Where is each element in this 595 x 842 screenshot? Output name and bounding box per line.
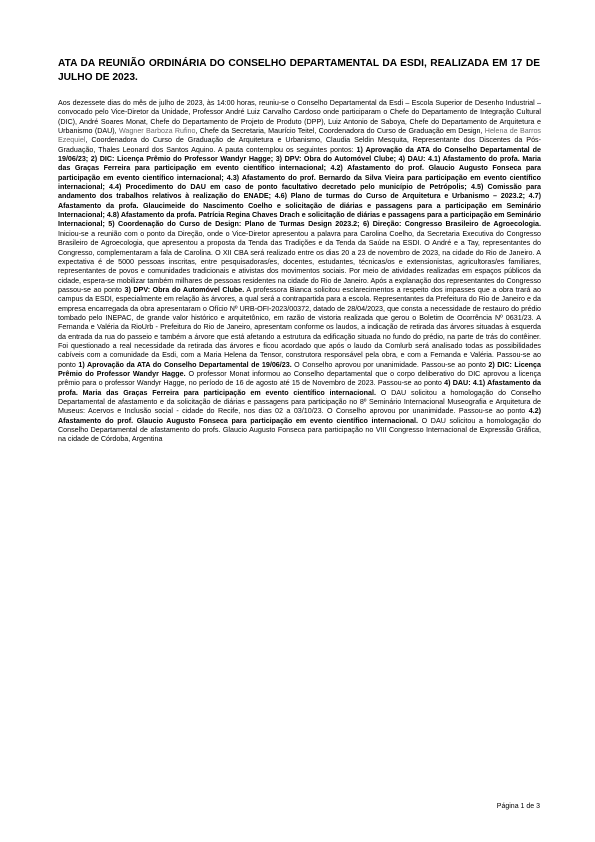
body-text: A professora Bianca solicitou esclarecimentos a respeito dos impasses que a obra trará ao campus da ESDI, especialmente em relação às árvores, a qual será a contrapartida para a escola. Representantes da Prefeitura do Rio de Janeiro e da empresa encarregada da obra apresentaram o Ofício Nº URB-OFI-2023/00372, datado de 28/04/2023, que consta a necessidade de restauro do prédio tombado pelo INEPAC, de grande valor histórico e arquitetônico, em razão de vistoria realizada que gerou o Boletim de Ocorrência Nº 0631/23. A Fernanda e Valéria da RioUrb - Prefeitura do Rio de Janeiro, apresentam conforme os laudos, a indicação de retirada das árvores situadas à esquerda da entrada da rua do passeio e também a árvore que está afetando a estrutura da edificação situada no fundo do prédio, na parte de trás do contêiner. Foi questionado a real necessidade da retirada das árvores e ficou acordado que após o laudo da Comlurb será analisado todas as possibilidades cabíveis com a comunidade da Esdi, com a Maria Helena da Tensor, construtora responsável pela obra, e com a Fernanda e Valéria. Passou-se ao ponto	[58, 285, 541, 369]
body-text: O DAU solicitou a homologação do Conselho Departamental de afastamento e da solicitação de diárias e passagens para participação no 8º Seminário Internacional Museografia e Arquitetura de Museus: Acervos e Inclusão social - cidade do Recife, nos dias 02 a 03/10/23. O Conselho aprovou por unanimidade. Passou-se ao ponto	[58, 388, 541, 416]
agenda-point-heading: 2) DIC: Licença Prêmio do Professor Wandyr Hagge.	[58, 360, 541, 378]
document-title: ATA DA REUNIÃO ORDINÁRIA DO CONSELHO DEPARTAMENTAL DA ESDI, REALIZADA EM 17 DE JULHO DE 2023.	[58, 58, 540, 83]
agenda-point-heading: 4.2) Afastamento do prof. Glaucio Augusto Fonseca para participação em evento científico internacional.	[58, 407, 541, 425]
agenda-point-heading: 3) DPV: Obra do Automóvel Clube.	[124, 285, 245, 294]
agenda-point-heading: 4) DAU: 4.1) Afastamento da profa. Maria das Graças Ferreira para participação em evento científico internacional.	[58, 379, 541, 397]
body-text: O professor Monat informou ao Conselho departamental que o corpo deliberativo do DIC aprovou a licença prêmio para o professor Wandyr Hagge, no período de 16 de agosto até 15 de Novembro de 2023. Passou-se ao ponto	[58, 369, 541, 388]
body-text: Iniciou-se a reunião com o ponto da Direção, onde o Vice-Diretor apresentou a palavra para Carolina Coelho, da Secretaria Executiva do Congresso Brasileiro de Agroecologia, que apresentou a proposta da Tenda das Tradições e da Tenda da Saúde na ESDI. O André e a Tay, representantes do Congresso, complementaram a fala de Carolina. O XII CBA será realizado entre os dias 20 a 23 de novembro de 2023, na cidade do Rio de Janeiro. A expectativa é de 5000 pessoas inscritas, entre pesquisadoras/es, docentes, estudantes, técnicas/os e extensionistas, agricultoras/es familiares, representantes de povos e comunidades tradicionais e ativistas dos movimentos sociais. Por meio de atividades realizadas em espaços públicos da cidade, espera-se mobilizar também milhares de pessoas residentes na cidade do Rio de Janeiro. Após a explanação dos representantes do Congresso passou-se ao ponto	[58, 229, 541, 294]
body-text: Aos dezessete dias do mês de julho de 2023, às 14:00 horas, reuniu-se o Conselho Departamental da Esdi – Escola Superior de Desenho Industrial – convocado pelo Vice-Diretor da Unidade, Professor André Luiz Carvalho Cardoso onde participaram o Chefe do Departamento de Integração Cultural (DIC), André Soares Monat, Chefe do Departamento de Projeto de Produto (DPP), Luiz Antonio de Saboya, Chefe do Departamento de Arquitetura e Urbanismo (DAU),	[58, 99, 541, 136]
body-text-gray: Helena de Barros Ezequiel	[58, 127, 541, 145]
page-number: Página 1 de 3	[496, 803, 540, 810]
body-text-gray: Wagner Barboza Rufino	[118, 127, 196, 136]
agenda-point-heading: 1) Aprovação da ATA do Conselho Departamental de 19/06/23.	[78, 360, 292, 369]
document-body	[58, 99, 541, 445]
body-text: , Chefe da Secretaria, Maurício Teitel, Coordenadora do Curso de Graduação em Design,	[195, 127, 485, 136]
body-text: , Coordenadora do Curso de Graduação de Arquitetura e Urbanismo, Claudia Seldin Mesquita, Representante dos Discentes da Pós-Graduação, Thales Leonard dos Santos Aquino. A pauta contemplou os seguintes pontos:	[58, 136, 541, 154]
body-text: O Conselho aprovou por unanimidade. Passou-se ao ponto	[291, 360, 489, 369]
agenda-items: 1) Aprovação da ATA do Conselho Departamental de 19/06/23; 2) DIC: Licença Prêmio do Professor Wandyr Hagge; 3) DPV: Obra do Automóvel Clube; 4) DAU: 4.1) Afastamento do profa. Maria das Graças Ferreira para participação em evento científico internacional; 4.2) Afastamento do prof. Glaucio Augusto Fonseca para participação em evento científico internacional; 4.3) Afastamento do prof. Bernardo da Silva Vieira para participação em evento científico internacional; 4.4) Procedimento do DAU em caso de ponto facultativo decretado pelo município de Petrópolis; 4.5) Comissão para andamento dos trabalhos relativos à realização do ENADE; 4.6) Plano de turmas do Curso de Arquitetura e Urbanismo – 2023.2; 4.7) Afastamento da profa. Glaucimeide do Nascimento Coelho e solicitação de diárias e passagens para a participação em Seminário Internacional; 4.8) Afastamento da profa. Patrícia Regina Chaves Drach e solicitação de diárias e passagens para a participação em Seminário Internacional; 5) Coordenação do Curso de Design: Plano de Turmas Design 2023.2; 6) Direção: Congresso Brasileiro de Agroecologia.	[58, 145, 541, 229]
body-text: O DAU solicitou a homologação do Conselho Departamental de afastamento do profs. Glaucio Augusto Fonseca para participação no VIII Congresso Internacional de Expressão Gráfica, na cidade de Córdoba, Argentina	[58, 416, 541, 444]
